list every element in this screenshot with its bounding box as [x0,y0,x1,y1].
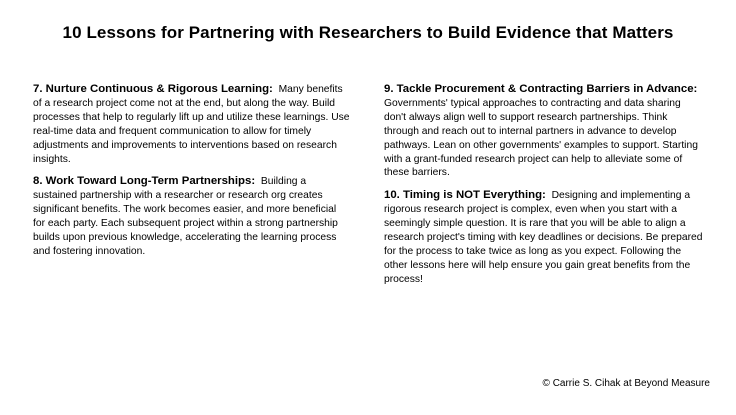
page-title: 10 Lessons for Partnering with Researchers to Build Evidence that Matters [62,23,674,42]
lesson-heading: 7. Nurture Continuous & Rigorous Learning: [33,83,273,95]
lesson-body: Many benefits of a research project come not at the end, but along the way. Build processes that help to regularly lift up and utilize these learnings. Use real-time data and frequent communication to allow for timely adjustments and improvements to interventions based on research insights. [33,84,350,165]
lesson-heading: 8. Work Toward Long-Term Partnerships: [33,175,256,188]
left-column [33,83,351,268]
lesson-10 [384,189,704,286]
lesson-7 [33,83,351,166]
lesson-body: Building a sustained partnership with a researcher or research org creates significant benefits. The work becomes easier, and more beneficial for each party. Each subsequent project within a strong partnership builds upon previous knowledge, accelerating the learning process and fostering innovation. [33,176,338,257]
copyright-notice: © Carrie S. Cihak at Beyond Measure [542,378,710,389]
lesson-9 [384,83,704,180]
right-column [384,83,704,296]
lesson-body: Governments' typical approaches to contracting and data sharing don't always align well to support research partnerships. Think through and reach out to internal partners in advance to develop pathways. Lean on other governments' examples to support. Starting with a grant-funded research project can help to alleviate some of these barriers. [384,97,698,179]
lesson-heading: 10. Timing is NOT Everything: [384,189,546,202]
lesson-heading: 9. Tackle Procurement & Contracting Barriers in Advance: [384,83,698,95]
lesson-body: Designing and implementing a rigorous research project is complex, even when you start with a seemingly simple question. It is rare that you will be able to align a research project's timing with key deadlines or decisions. Be prepared for the process to take twice as long as you expect. Following the other lessons here will help ensure you gain great benefits from the process! [384,190,703,285]
lesson-8 [33,175,351,258]
